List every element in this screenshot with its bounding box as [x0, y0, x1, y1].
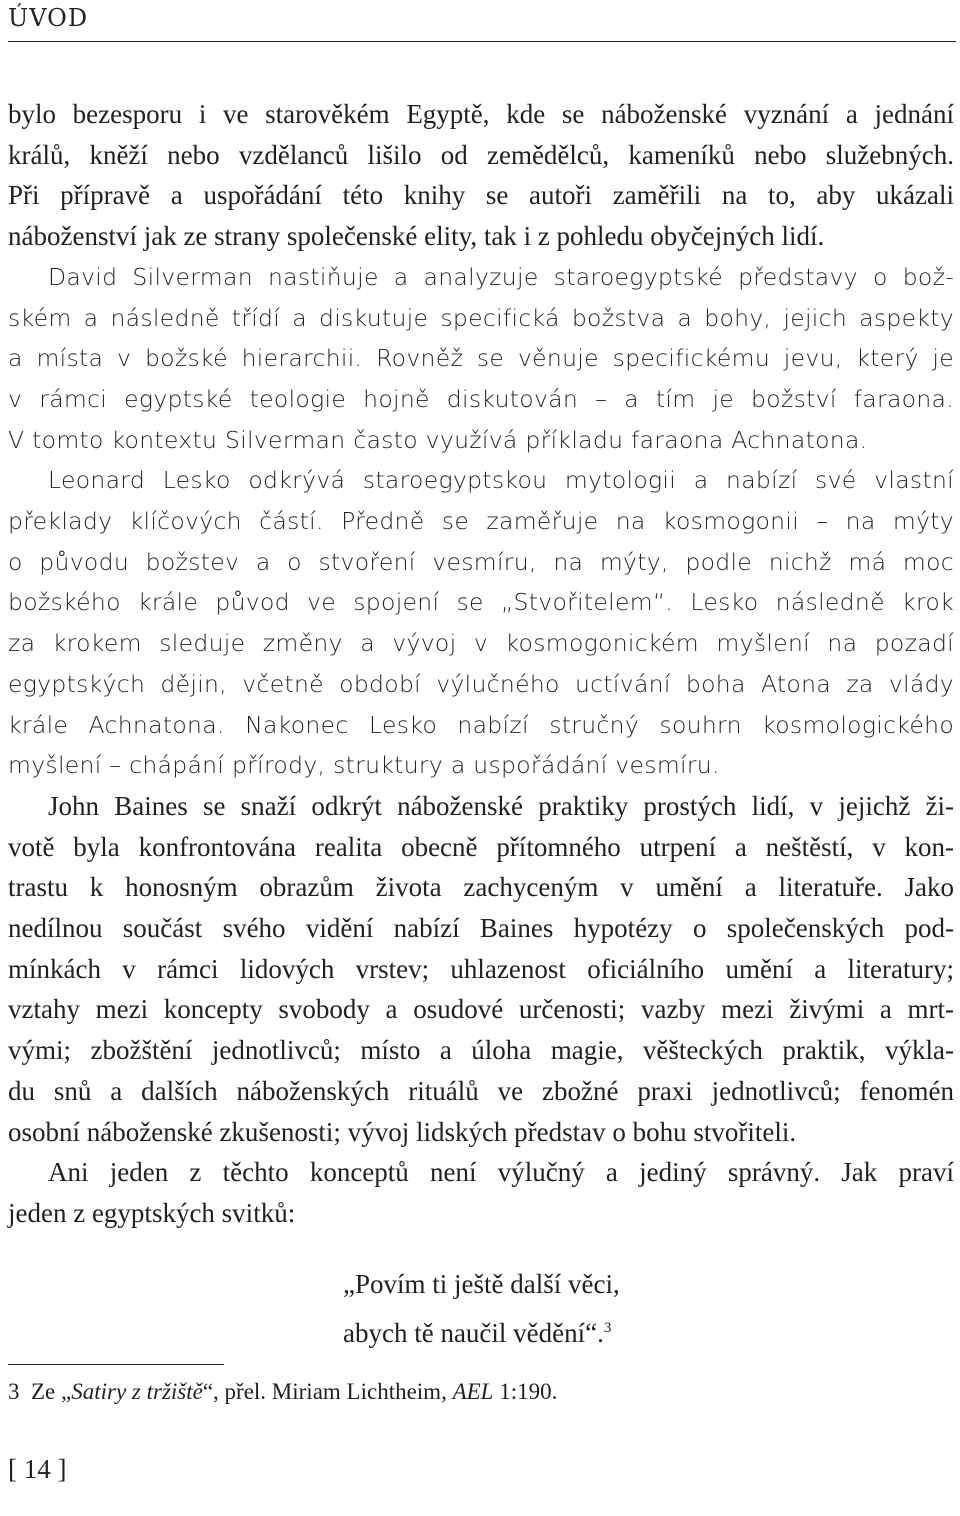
footnote-prefix: Ze „ — [31, 1379, 72, 1404]
text-line: Leonard Lesko odkrývá staroegyptskou mytologii a nabízí své vlastní — [48, 466, 954, 495]
body-text — [8, 94, 954, 1234]
text-line: bylo bezesporu i ve starověkém Egyptě, kde se náboženské vyznání a jednání — [8, 99, 954, 129]
paragraph — [8, 257, 954, 461]
footnote-rule — [8, 1364, 224, 1365]
text-line: nedílnou součást svého vidění nabízí Baines hypotézy o společenských pod- — [8, 913, 954, 944]
paragraph — [8, 460, 954, 786]
block-quote — [343, 1262, 620, 1355]
text-line: o původu božstev a o stvoření vesmíru, na mýty, podle nichž má moc — [8, 547, 954, 576]
text-line: Ani jeden z těchto konceptů není výlučný a jediný správný. Jak praví — [48, 1157, 954, 1188]
footnote-reference[interactable]: 3 — [603, 1320, 612, 1336]
text-line: vztahy mezi koncepty svobody a osudové určenosti; vazby mezi živými a mrt- — [8, 994, 954, 1025]
text-line: za krokem sleduje změny a vývoj v kosmogonickém myšlení na pozadí — [8, 629, 954, 658]
text-line: Při přípravě a uspořádání této knihy se autoři zaměřili na to, aby ukázali — [8, 180, 954, 211]
page-number: [ 14 ] — [8, 1454, 67, 1484]
text-line: božského krále původ ve spojení se „Stvořitelem“. Lesko následně krok — [8, 588, 954, 617]
text-line: John Baines se snaží odkrýt náboženské praktiky prostých lidí, v jejichž ži- — [48, 790, 954, 821]
quote-line-2 — [343, 1306, 620, 1355]
footnote-middle: “, přel. Miriam Lichtheim, — [202, 1379, 453, 1404]
text-line: a místa v božské hierarchii. Rovněž se věnuje specifickému jevu, který je — [8, 344, 954, 373]
paragraph — [8, 786, 954, 1152]
text-line: králů, kněží nebo vzdělanců lišilo od zemědělců, kameníků nebo služebných. — [8, 139, 954, 170]
text-line: jeden z egyptských svitků: — [8, 1197, 296, 1228]
footnote-title: Satiry z tržiště — [71, 1379, 203, 1404]
text-line: V tomto kontextu Silverman často využívá příkladu faraona Achnatona. — [8, 425, 868, 454]
paragraph — [8, 1152, 954, 1233]
quote-line-2-text: abych tě naučil vědění“. — [343, 1318, 604, 1348]
footnote-suffix: 1:190. — [493, 1379, 558, 1404]
footnote — [8, 1377, 557, 1407]
text-line: v rámci egyptské teologie hojně diskutován – a tím je božství faraona. — [8, 384, 954, 413]
text-line: ském a následně třídí a diskutuje specifická božstva a bohy, jejich aspekty — [8, 303, 954, 332]
text-line: votě byla konfrontována realita obecně přítomného utrpení a neštěstí, v kon- — [8, 831, 954, 862]
running-head: ÚVOD — [8, 4, 89, 32]
text-line: překlady klíčových částí. Předně se zaměřuje na kosmogonii – na mýty — [8, 507, 954, 536]
footnote-number: 3 — [8, 1379, 20, 1404]
paragraph — [8, 94, 954, 257]
text-line: du snů a dalších náboženských rituálů ve zbožné praxi jednotlivců; fenomén — [8, 1075, 954, 1106]
text-line: osobní náboženské zkušenosti; vývoj lidských představ o bohu stvořiteli. — [8, 1116, 797, 1147]
quote-line-1: „Povím ti ještě další věci, — [343, 1269, 620, 1299]
text-line: mínkách v rámci lidových vrstev; uhlazenost oficiálního umění a literatury; — [8, 953, 954, 984]
text-line: egyptských dějin, včetně období výlučného uctívání boha Atona za vlády — [8, 669, 954, 698]
text-line: náboženství jak ze strany společenské elity, tak i z pohledu obyčejných lidí. — [8, 221, 825, 252]
footnote-abbreviation: AEL — [452, 1379, 494, 1404]
text-line: trastu k honosným obrazům života zachyceným v umění a literatuře. Jako — [8, 872, 954, 903]
header-rule — [8, 41, 956, 42]
text-line: vými; zbožštění jednotlivců; místo a úloha magie, věšteckých praktik, výkla- — [8, 1035, 954, 1066]
text-line: myšlení – chápání přírody, struktury a uspořádání vesmíru. — [8, 751, 720, 780]
text-line: David Silverman nastiňuje a analyzuje staroegyptské představy o bož- — [48, 262, 954, 291]
text-line: krále Achnatona. Nakonec Lesko nabízí stručný souhrn kosmologického — [8, 710, 954, 739]
